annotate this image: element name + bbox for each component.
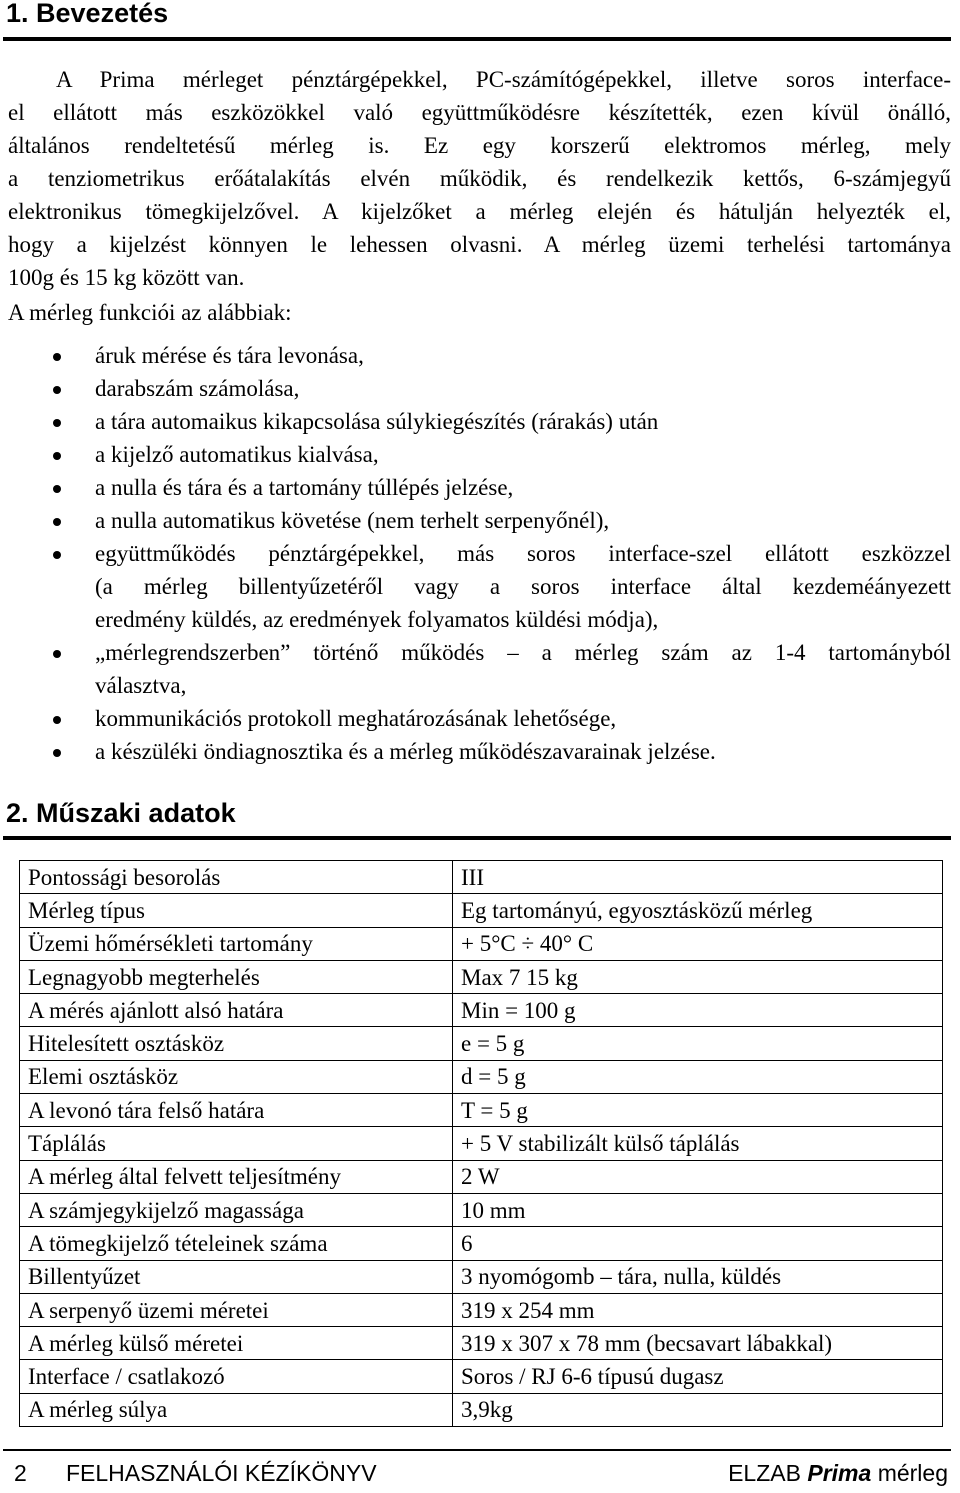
function-item xyxy=(8,537,951,636)
section-2-rule xyxy=(3,836,951,840)
spec-row xyxy=(20,1327,943,1360)
bullet-icon xyxy=(53,551,61,559)
spec-value: Soros / RJ 6-6 típusú dugasz xyxy=(453,1360,943,1393)
function-item xyxy=(8,438,951,471)
spec-key: A tömegkijelző tételeinek száma xyxy=(20,1227,453,1260)
spec-value: 319 x 307 x 78 mm (becsavart lábakkal) xyxy=(453,1327,943,1360)
spec-key: Hitelesített osztásköz xyxy=(20,1027,453,1060)
spec-row xyxy=(20,861,943,894)
spec-value: 2 W xyxy=(453,1160,943,1193)
function-text: (a mérleg billentyűzetéről vagy a soros interface által kezdeméányezett xyxy=(95,574,951,599)
bullet-icon xyxy=(53,485,61,493)
function-item xyxy=(8,339,951,372)
spec-row xyxy=(20,1393,943,1426)
spec-row xyxy=(20,960,943,993)
spec-key: Legnagyobb megterhelés xyxy=(20,960,453,993)
spec-value: + 5°C ÷ 40° C xyxy=(453,927,943,960)
bullet-icon xyxy=(53,419,61,427)
footer-brand: ELZAB xyxy=(728,1460,801,1486)
function-item xyxy=(8,702,951,735)
spec-value: Max 7 15 kg xyxy=(453,960,943,993)
section-2-title: 2. Műszaki adatok xyxy=(6,798,236,828)
spec-row xyxy=(20,1127,943,1160)
spec-row xyxy=(20,994,943,1027)
spec-key: Üzemi hőmérsékleti tartomány xyxy=(20,927,453,960)
spec-row xyxy=(20,1160,943,1193)
function-text: darabszám számolása, xyxy=(95,376,300,401)
spec-row xyxy=(20,1027,943,1060)
spec-key: A mérleg külső méretei xyxy=(20,1327,453,1360)
bullet-icon xyxy=(53,749,61,757)
spec-key: Táplálás xyxy=(20,1127,453,1160)
spec-value: Eg tartományú, egyosztásközű mérleg xyxy=(453,894,943,927)
spec-row xyxy=(20,1094,943,1127)
function-text: „mérlegrendszerben” történő működés – a mérleg szám az 1-4 tartományból xyxy=(95,640,951,665)
intro-line: elektronikus tömegkijelzővel. A kijelzőket a mérleg elején és hátulján helyezték el, xyxy=(8,199,951,224)
spec-key: Mérleg típus xyxy=(20,894,453,927)
footer-rule xyxy=(3,1449,951,1451)
bullet-icon xyxy=(53,452,61,460)
function-text: a tára automaikus kikapcsolása súlykiegészítés (rárakás) után xyxy=(95,409,659,434)
specs-table xyxy=(19,860,943,1427)
functions-list xyxy=(8,339,951,768)
spec-value: 319 x 254 mm xyxy=(453,1293,943,1326)
page-number: 2 xyxy=(14,1460,27,1486)
function-text: a készüléki öndiagnosztika és a mérleg működészavarainak jelzése. xyxy=(95,739,716,764)
spec-row xyxy=(20,894,943,927)
spec-key: Pontossági besorolás xyxy=(20,861,453,894)
bullet-icon xyxy=(53,716,61,724)
function-text: a nulla és tára és a tartomány túllépés jelzése, xyxy=(95,475,514,500)
footer-product-suffix: mérleg xyxy=(877,1460,948,1486)
footer-product-name: Prima xyxy=(807,1460,872,1486)
spec-row xyxy=(20,1360,943,1393)
spec-row xyxy=(20,1060,943,1093)
spec-value: Min = 100 g xyxy=(453,994,943,1027)
function-text: együttműködés pénztárgépekkel, más soros interface-szel ellátott eszközzel xyxy=(95,541,951,566)
spec-key: A serpenyő üzemi méretei xyxy=(20,1293,453,1326)
function-item xyxy=(8,636,951,702)
bullet-icon xyxy=(53,650,61,658)
spec-key: A mérleg súlya xyxy=(20,1393,453,1426)
manual-title: FELHASZNÁLÓI KÉZÍKÖNYV xyxy=(66,1460,377,1486)
intro-line: általános rendeltetésű mérleg is. Ez egy korszerű elektromos mérleg, mely xyxy=(8,133,951,158)
function-item xyxy=(8,405,951,438)
intro-paragraph xyxy=(8,63,951,294)
spec-value: + 5 V stabilizált külső táplálás xyxy=(453,1127,943,1160)
intro-line: 100g és 15 kg között van. xyxy=(8,265,245,290)
spec-value: III xyxy=(453,861,943,894)
intro-line: el ellátott más eszközökkel való együttműködésre készítették, ezen kívül önálló, xyxy=(8,100,951,125)
footer-product xyxy=(728,1460,948,1487)
spec-row xyxy=(20,1193,943,1226)
spec-value: e = 5 g xyxy=(453,1027,943,1060)
spec-value: 10 mm xyxy=(453,1193,943,1226)
intro-line: A Prima mérleget pénztárgépekkel, PC-számítógépekkel, illetve soros interface- xyxy=(56,67,951,92)
functions-intro xyxy=(8,296,951,329)
spec-row xyxy=(20,1260,943,1293)
intro-line: a tenziometrikus erőátalakítás elvén működik, és rendelkezik kettős, 6-számjegyű xyxy=(8,166,951,191)
intro-line: hogy a kijelzést könnyen le lehessen olvasni. A mérleg üzemi terhelési tartománya xyxy=(8,232,951,257)
function-item xyxy=(8,735,951,768)
spec-value: 6 xyxy=(453,1227,943,1260)
spec-key: Interface / csatlakozó xyxy=(20,1360,453,1393)
spec-value: 3,9kg xyxy=(453,1393,943,1426)
spec-value: T = 5 g xyxy=(453,1094,943,1127)
bullet-icon xyxy=(53,518,61,526)
functions-intro-text: A mérleg funkciói az alábbiak: xyxy=(8,300,292,325)
spec-key: Elemi osztásköz xyxy=(20,1060,453,1093)
function-text: a kijelző automatikus kialvása, xyxy=(95,442,379,467)
spec-key: Billentyűzet xyxy=(20,1260,453,1293)
bullet-icon xyxy=(53,386,61,394)
spec-row xyxy=(20,1293,943,1326)
function-item xyxy=(8,471,951,504)
function-text: áruk mérése és tára levonása, xyxy=(95,343,364,368)
function-text: a nulla automatikus követése (nem terhelt serpenyőnél), xyxy=(95,508,610,533)
function-item xyxy=(8,372,951,405)
function-text: eredmény küldés, az eredmények folyamatos küldési módja), xyxy=(95,607,659,632)
function-text: kommunikációs protokoll meghatározásának lehetősége, xyxy=(95,706,617,731)
spec-key: A mérleg által felvett teljesítmény xyxy=(20,1160,453,1193)
spec-key: A mérés ajánlott alsó határa xyxy=(20,994,453,1027)
function-item xyxy=(8,504,951,537)
spec-row xyxy=(20,927,943,960)
function-text: választva, xyxy=(95,673,187,698)
section-1-rule xyxy=(3,37,951,41)
spec-key: A levonó tára felső határa xyxy=(20,1094,453,1127)
section-1-title: 1. Bevezetés xyxy=(6,0,169,28)
spec-value: 3 nyomógomb – tára, nulla, küldés xyxy=(453,1260,943,1293)
spec-key: A számjegykijelző magassága xyxy=(20,1193,453,1226)
spec-value: d = 5 g xyxy=(453,1060,943,1093)
spec-row xyxy=(20,1227,943,1260)
bullet-icon xyxy=(53,353,61,361)
